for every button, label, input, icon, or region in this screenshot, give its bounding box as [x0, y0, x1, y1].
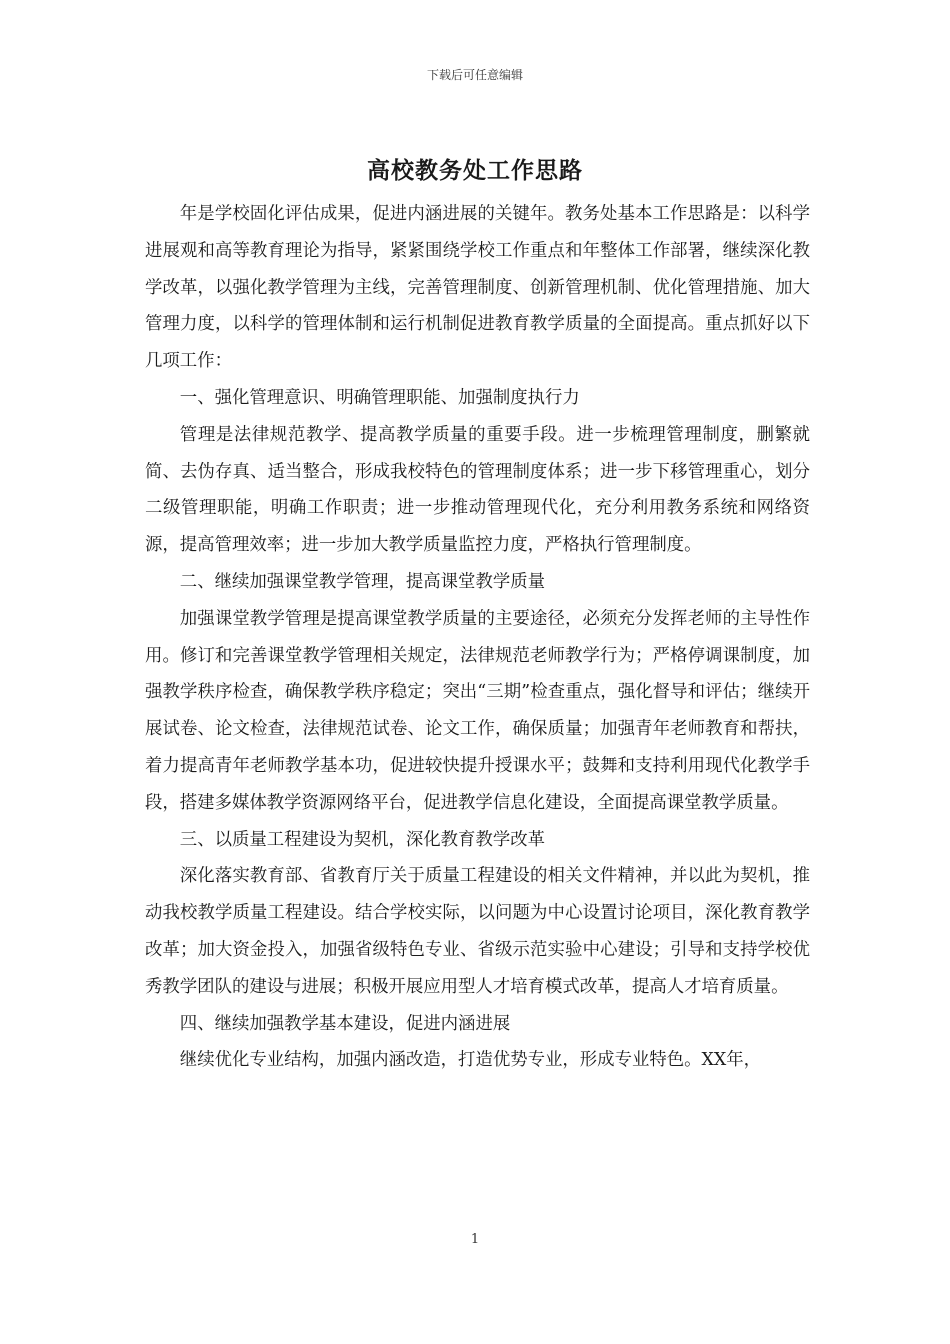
document-title: 高校教务处工作思路: [367, 157, 583, 184]
section-heading-3: 三、以质量工程建设为契机，深化教育教学改革: [179, 829, 546, 850]
paragraph-section-1: 管理是法律规范教学、提高教学质量的重要手段。进一步梳理管理制度，删繁就简、去伪存真、适当整合，形成我校特色的管理制度体系；进一步下移管理重心，划分二级管理职能，明确工作职责；进一步推动管理现代化，充分利用教务系统和网络资源，提高管理效率；进一步加大教学质量监控力度，严格执行管理制度。: [145, 424, 810, 556]
paragraph-section-3: 深化落实教育部、省教育厅关于质量工程建设的相关文件精神，并以此为契机，推动我校教学质量工程建设。结合学校实际，以问题为中心设置讨论项目，深化教育教学改革；加大资金投入，加强省级特色专业、省级示范实验中心建设；引导和支持学校优秀教学团队的建设与进展；积极开展应用型人才培育模式改革，提高人才培育质量。: [145, 866, 810, 997]
section-heading-4: 四、继续加强教学基本建设，促进内涵进展: [179, 1013, 511, 1034]
paragraph-section-4: 继续优化专业结构，加强内涵改造，打造优势专业，形成专业特色。XX年，: [179, 1050, 762, 1071]
document-body: [145, 196, 810, 1079]
paragraph-section-2: 加强课堂教学管理是提高课堂教学质量的主要途径，必须充分发挥老师的主导性作用。修订和完善课堂教学管理相关规定，法律规范老师教学行为；严格停调课制度，加强教学秩序检查，确保教学秩序稳定；突出“三期”检查重点，强化督导和评估；继续开展试卷、论文检查，法律规范试卷、论文工作，确保质量；加强青年老师教育和帮扶，着力提高青年老师教学基本功，促进较快提升授课水平；鼓舞和支持利用现代化教学手段，搭建多媒体教学资源网络平台，促进教学信息化建设，全面提高课堂教学质量。: [145, 608, 810, 813]
section-heading-1: 一、强化管理意识、明确管理职能、加强制度执行力: [179, 387, 580, 408]
page-number: 1: [470, 1232, 480, 1247]
section-heading-2: 二、继续加强课堂教学管理，提高课堂教学质量: [179, 571, 546, 592]
page-header: 下载后可任意编辑: [426, 68, 523, 82]
paragraph-intro: 年是学校固化评估成果，促进内涵进展的关键年。教务处基本工作思路是：以科学进展观和高等教育理论为指导，紧紧围绕学校工作重点和年整体工作部署，继续深化教学改革，以强化教学管理为主线，完善管理制度、创新管理机制、优化管理措施、加大管理力度，以科学的管理体制和运行机制促进教育教学质量的全面提高。重点抓好以下几项工作：: [145, 204, 810, 372]
